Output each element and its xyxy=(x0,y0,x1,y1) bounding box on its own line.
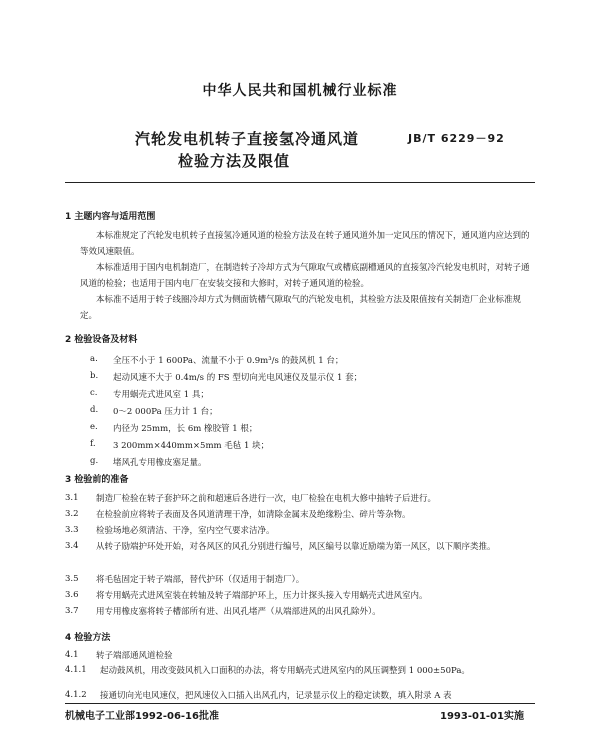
equipment-item-text: 全压不小于 1 600Pa、流量不小于 0.9m³/s 的鼓风机 1 台； xyxy=(113,356,344,366)
clause-text: 起动鼓风机，用改变鼓风机入口面积的办法，将专用蜗壳式进风室内的风压调整到 1 000±50Pa。 xyxy=(100,666,470,676)
clause-text: 制造厂检验在转子套护环之前和超速后各进行一次，电厂检验在电机大修中抽转子后进行。 xyxy=(96,494,437,504)
clause-text: 转子端部通风道检验 xyxy=(96,651,173,661)
effective-date: 1993-01-01实施 xyxy=(440,711,524,722)
equipment-item-label: b. xyxy=(90,371,99,381)
title-line-1: 汽轮发电机转子直接氢冷通风道 xyxy=(135,130,360,148)
clause-text: 将专用蜗壳式进风室装在转轴及转子端部护环上，压力计探头接入专用蜗壳式进风室内。 xyxy=(96,591,428,601)
equipment-item-label: g. xyxy=(90,456,99,466)
clause-text: 将毛毡固定于转子端部，替代护环（仅适用于制造厂）。 xyxy=(96,575,305,585)
equipment-item-label: c. xyxy=(90,388,98,398)
section-1-paragraph-3: 本标准不适用于转子线圈冷却方式为侧面铣槽气隙取气的汽轮发电机，其检验方法及限值按有关制造厂企业标准规定。 xyxy=(80,295,522,321)
clause-text: 在检验前应将转子表面及各风道清理干净，如清除金属末及绝缘粉尘、碎片等杂物。 xyxy=(96,510,411,520)
section-1-paragraph-2: 本标准适用于国内电机制造厂，在制造转子冷却方式为气隙取气或槽底副槽通风的直接氢冷汽轮发电机时，对转子通风道的检验；也适用于国内电厂在安装交接和大修时，对转子通风道的检验。 xyxy=(80,263,530,289)
equipment-item-text: 专用蜗壳式进风室 1 具； xyxy=(113,390,209,400)
clause-number: 3.2 xyxy=(65,509,79,519)
clause-text: 从转子励端护环处开始，对各风区的风孔分别进行编号，风区编号以靠近励端为第一风区，以下顺序类推。 xyxy=(96,542,496,552)
clause-number: 4.1 xyxy=(65,650,79,660)
clause-number: 3.5 xyxy=(65,574,79,584)
clause-number: 4.1.1 xyxy=(65,665,87,675)
standard-code: JB/T 6229－92 xyxy=(408,132,505,145)
title-line-2: 检验方法及限值 xyxy=(178,152,291,170)
section-1-heading: 1 主题内容与适用范围 xyxy=(65,212,156,222)
section-3-heading: 3 检验前的准备 xyxy=(65,475,129,485)
footer-divider xyxy=(65,703,535,704)
clause-number: 3.3 xyxy=(65,525,79,535)
section-1-paragraph-1: 本标准规定了汽轮发电机转子直接氢冷通风道的检验方法及在转子通风道外加一定风压的情况下，通风道内应达到的等效风速限值。 xyxy=(80,231,530,257)
equipment-item-label: f. xyxy=(90,439,96,449)
issuing-body-header: 中华人民共和国机械行业标准 xyxy=(202,83,398,99)
equipment-item-text: 起动风速不大于 0.4m/s 的 FS 型切向光电风速仪及显示仪 1 套； xyxy=(113,373,363,383)
equipment-item-label: a. xyxy=(90,354,98,364)
equipment-item-text: 0～2 000Pa 压力计 1 台； xyxy=(113,407,218,417)
title-divider xyxy=(65,182,535,183)
clause-number: 3.6 xyxy=(65,590,79,600)
clause-number: 3.7 xyxy=(65,606,79,616)
approval-date: 机械电子工业部1992-06-16批准 xyxy=(65,711,219,722)
clause-text: 检验场地必须清洁、干净，室内空气要求洁净。 xyxy=(96,526,275,536)
clause-number: 3.1 xyxy=(65,493,79,503)
clause-text: 接通切向光电风速仪，把风速仪入口插入出风孔内，记录显示仪上的稳定读数，填入附录 A 表 xyxy=(100,691,452,701)
equipment-item-text: 堵风孔专用橡皮塞足量。 xyxy=(113,458,207,468)
clause-text: 用专用橡皮塞将转子槽部所有进、出风孔堵严（从端部进风的出风孔除外）。 xyxy=(96,607,381,617)
equipment-item-text: 3 200mm×440mm×5mm 毛毡 1 块； xyxy=(113,441,270,451)
equipment-item-label: d. xyxy=(90,405,99,415)
equipment-item-label: e. xyxy=(90,422,98,432)
equipment-item-text: 内径为 25mm，长 6m 橡胶管 1 根； xyxy=(113,424,258,434)
clause-number: 4.1.2 xyxy=(65,690,87,700)
section-4-heading: 4 检验方法 xyxy=(65,633,111,643)
clause-number: 3.4 xyxy=(65,541,79,551)
section-2-heading: 2 检验设备及材料 xyxy=(65,335,138,345)
